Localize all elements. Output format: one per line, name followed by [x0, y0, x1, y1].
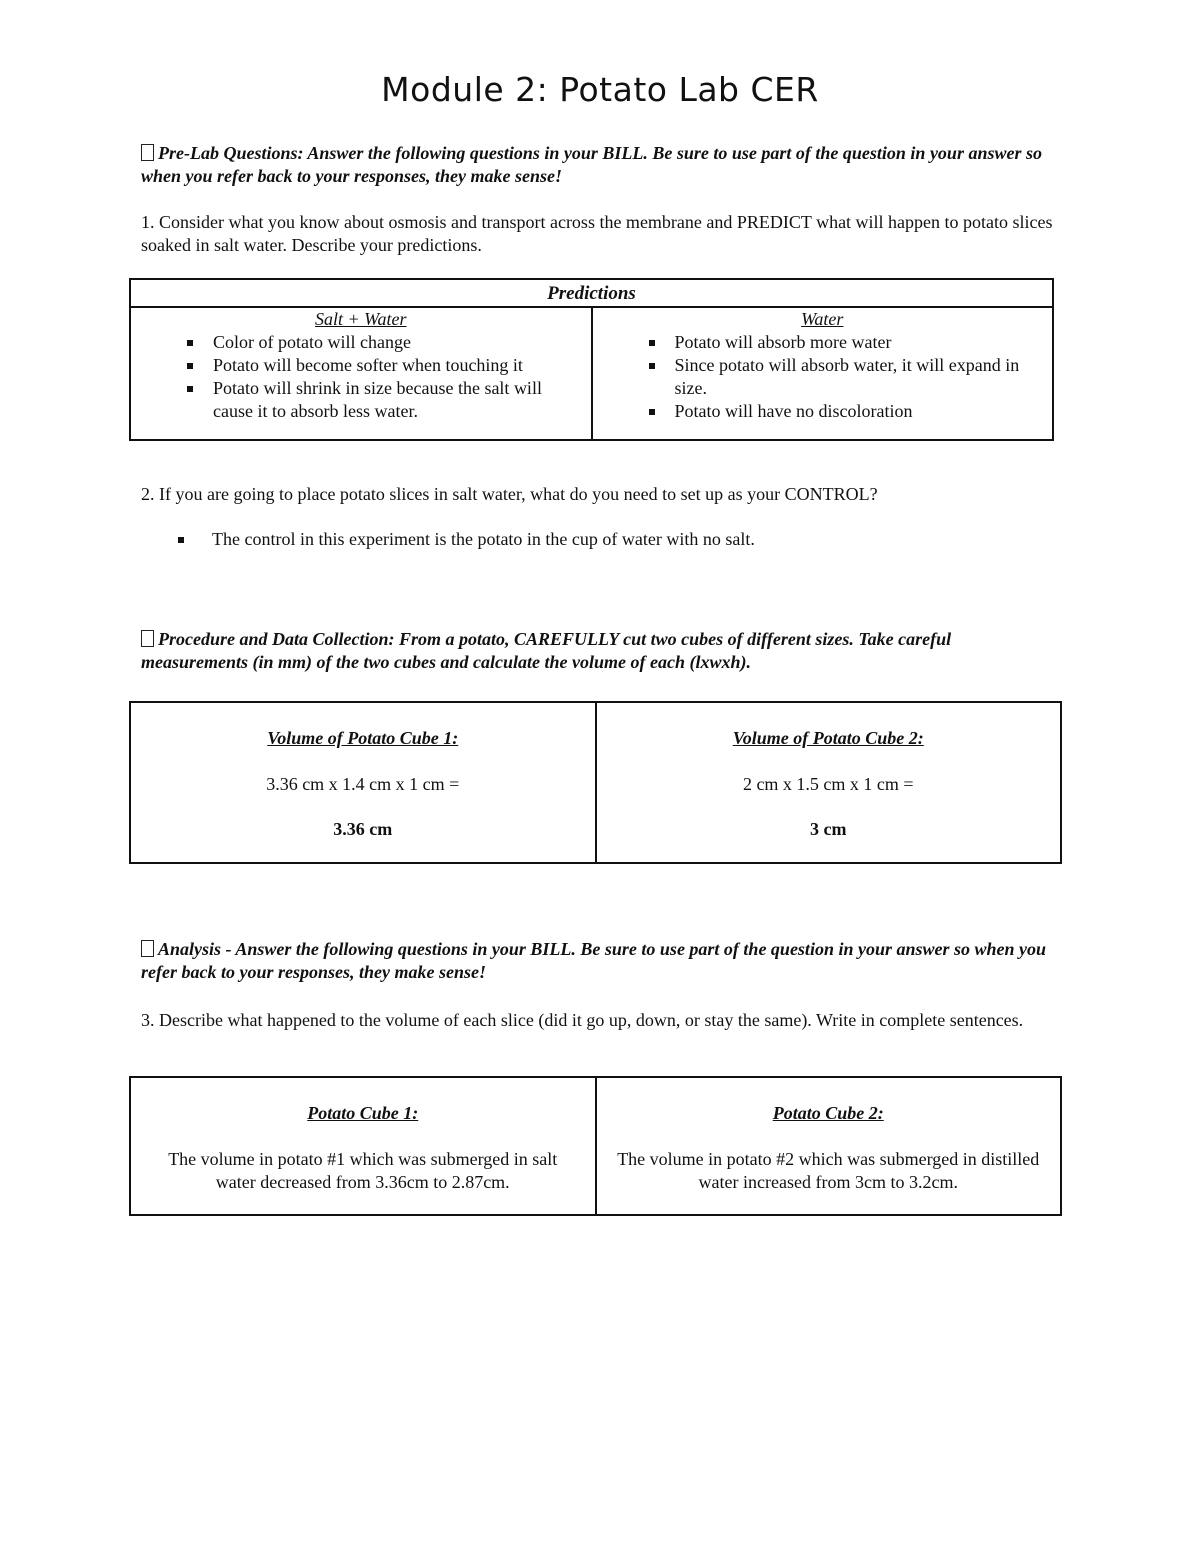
water-list: [603, 331, 1043, 423]
cube2-volume-header: Volume of Potato Cube 2:: [732, 728, 924, 748]
checkbox-symbol-icon: [141, 144, 154, 161]
cube1-volume-header: Volume of Potato Cube 1:: [267, 728, 459, 748]
volume-table: [129, 701, 1062, 864]
question-3: 3. Describe what happened to the volume of each slice (did it go up, down, or stay the same). Write in complete sentences.: [141, 1010, 1024, 1030]
prelab-heading-text: Pre-Lab Questions: Answer the following questions in your BILL. Be sure to use part of the question in your answer so when you refer back to your responses, they make sense!: [141, 143, 1042, 186]
cube2-result-text: The volume in potato #2 which was submerged in distilled water increased from 3cm to 3.2cm.: [617, 1149, 1040, 1192]
prelab-heading: [141, 142, 1061, 188]
cube1-volume-result: 3.36 cm: [333, 819, 393, 839]
salt-water-cell: [130, 307, 592, 440]
predictions-table: [129, 278, 1054, 441]
checkbox-symbol-icon: [141, 940, 154, 957]
analysis-heading: [141, 938, 1061, 984]
water-header: Water: [801, 309, 844, 329]
salt-water-header: Salt + Water: [315, 309, 407, 329]
list-item: Potato will become softer when touching it: [213, 354, 581, 377]
cube2-result-header: Potato Cube 2:: [772, 1103, 884, 1123]
list-item: Since potato will absorb water, it will expand in size.: [675, 354, 1043, 400]
procedure-heading: [141, 628, 1061, 674]
question-1: 1. Consider what you know about osmosis and transport across the membrane and PREDICT what will happen to potato slices soaked in salt water. Describe your predictions.: [141, 212, 1053, 255]
list-item: Potato will have no discoloration: [675, 400, 1043, 423]
cube1-result-header: Potato Cube 1:: [307, 1103, 419, 1123]
question-2: 2. If you are going to place potato slices in salt water, what do you need to set up as your CONTROL?: [141, 484, 878, 504]
cube2-volume-cell: [596, 702, 1062, 863]
checkbox-symbol-icon: [141, 630, 154, 647]
cube1-result-text: The volume in potato #1 which was submerged in salt water decreased from 3.36cm to 2.87cm.: [168, 1149, 558, 1192]
list-item: Potato will shrink in size because the salt will cause it to absorb less water.: [213, 377, 581, 423]
water-cell: [592, 307, 1054, 440]
page-title: Module 2: Potato Lab CER: [381, 70, 819, 109]
cube1-result-cell: [130, 1077, 596, 1215]
predictions-title: Predictions: [130, 279, 1053, 307]
cube1-volume-cell: [130, 702, 596, 863]
procedure-heading-text: Procedure and Data Collection: From a potato, CAREFULLY cut two cubes of different sizes. Take careful measurements (in mm) of the two cubes and calculate the volume of each (lxwxh).: [141, 629, 952, 672]
cube1-volume-calc: 3.36 cm x 1.4 cm x 1 cm =: [266, 774, 460, 794]
list-item: Color of potato will change: [213, 331, 581, 354]
analysis-heading-text: Analysis - Answer the following questions in your BILL. Be sure to use part of the question in your answer so when you refer back to your responses, they make sense!: [141, 939, 1047, 982]
cube2-volume-calc: 2 cm x 1.5 cm x 1 cm =: [742, 774, 914, 794]
cube2-volume-result: 3 cm: [810, 819, 847, 839]
list-item: Potato will absorb more water: [675, 331, 1043, 354]
question-2-answer: The control in this experiment is the potato in the cup of water with no salt.: [212, 529, 755, 549]
salt-water-list: [141, 331, 581, 423]
results-table: [129, 1076, 1062, 1216]
cube2-result-cell: [596, 1077, 1062, 1215]
